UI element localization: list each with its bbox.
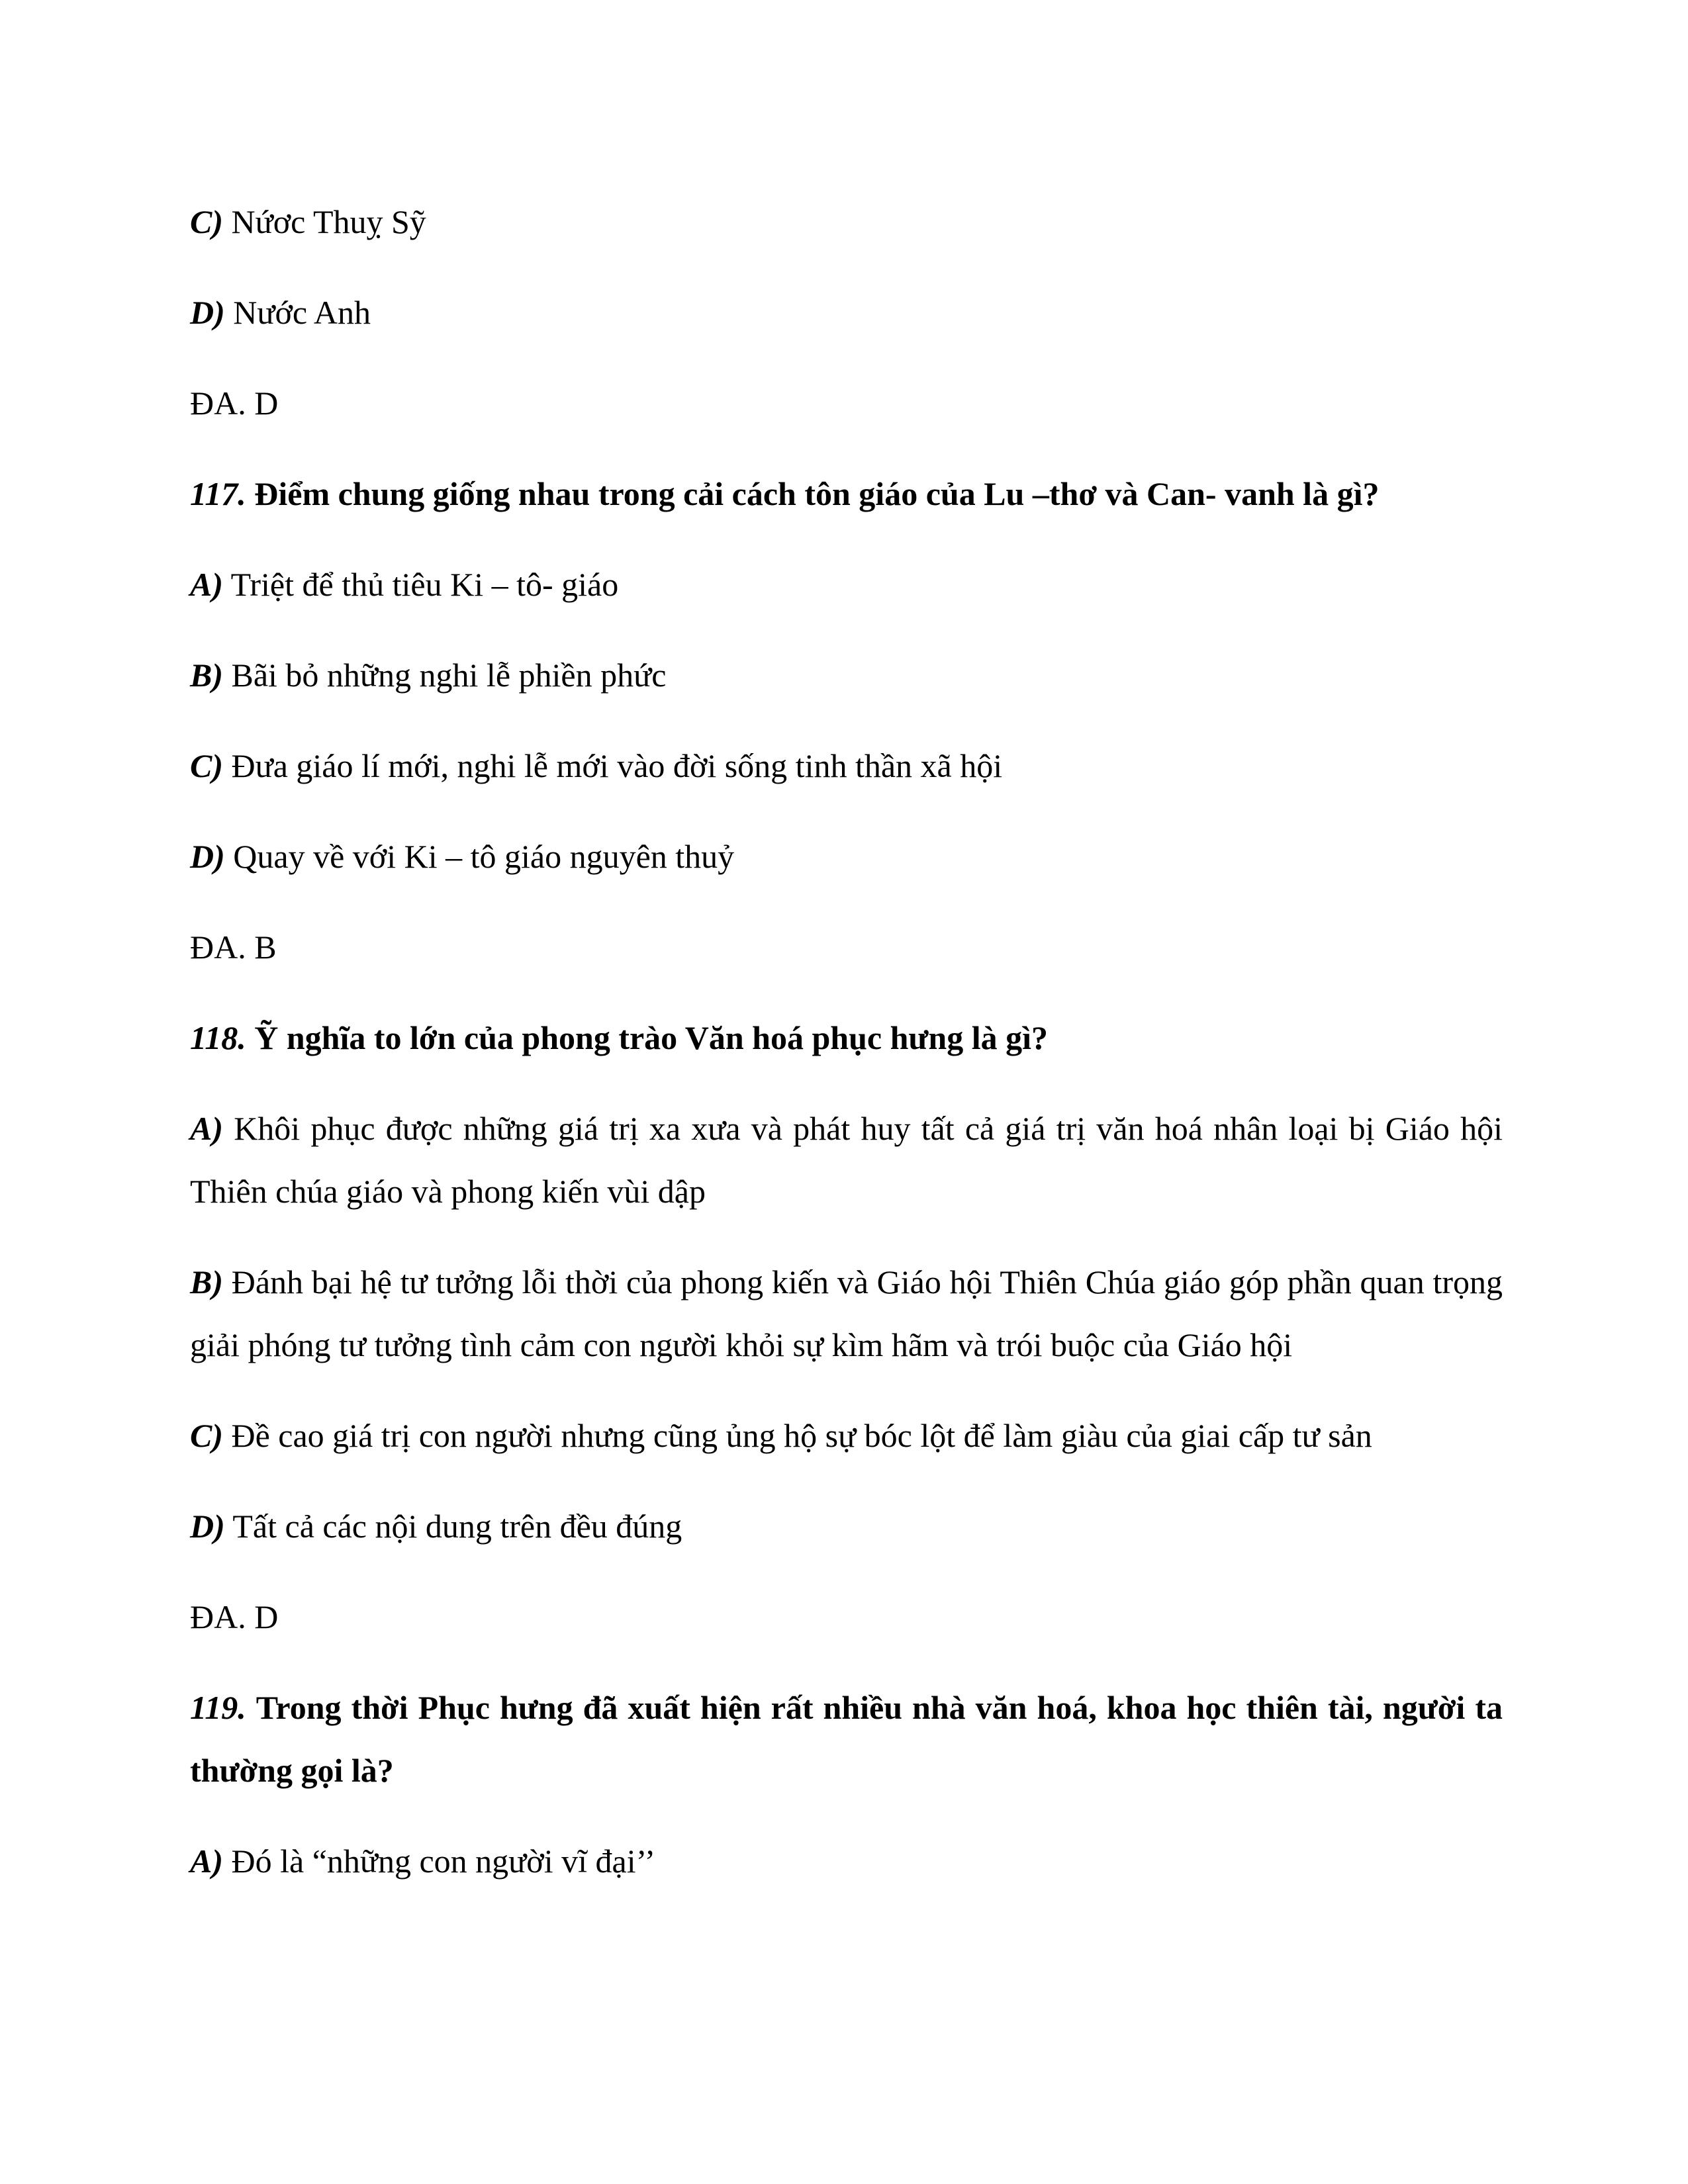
answer-text: ĐA. B (190, 929, 277, 966)
answer-text: ĐA. D (190, 385, 279, 422)
question-text: Điểm chung giống nhau trong cải cách tôn giáo của Lu –thơ và Can- vanh là gì? (254, 475, 1380, 512)
question-paragraph (190, 1007, 1503, 1069)
option-label: D) (190, 838, 225, 875)
option-text: Đánh bại hệ tư tưởng lỗi thời của phong kiến và Giáo hội Thiên Chúa giáo góp phần quan trọng giải phóng tư tưởng tình cảm con người khỏi sự kìm hãm và trói buộc của Giáo hội (190, 1263, 1503, 1363)
question-label: 117. (190, 475, 246, 512)
option-text: Quay về với Ki – tô giáo nguyên thuỷ (233, 838, 735, 875)
option-text: Đề cao giá trị con người nhưng cũng ủng hộ sự bóc lột để làm giàu của giai cấp tư sản (231, 1417, 1372, 1454)
answer-paragraph (190, 372, 1503, 435)
option-label: B) (190, 1263, 223, 1300)
option-text: Nứơc Thuỵ Sỹ (231, 203, 426, 240)
option-paragraph (190, 735, 1503, 797)
document-content (190, 191, 1503, 1893)
option-paragraph (190, 553, 1503, 616)
option-paragraph (190, 1830, 1503, 1893)
option-paragraph (190, 1097, 1503, 1223)
question-label: 118. (190, 1019, 246, 1056)
option-paragraph (190, 191, 1503, 253)
option-label: A) (190, 1843, 223, 1880)
question-text: Trong thời Phục hưng đã xuất hiện rất nhiều nhà văn hoá, khoa học thiên tài, người ta thường gọi là? (190, 1689, 1503, 1789)
option-label: C) (190, 747, 223, 784)
option-text: Đưa giáo lí mới, nghi lễ mới vào đời sống tinh thần xã hội (231, 747, 1003, 784)
option-label: C) (190, 203, 223, 240)
question-label: 119. (190, 1689, 246, 1726)
option-paragraph (190, 1404, 1503, 1467)
question-paragraph (190, 463, 1503, 525)
option-text: Đó là “những con người vĩ đại’’ (231, 1843, 656, 1880)
option-paragraph (190, 1495, 1503, 1558)
option-label: A) (190, 566, 223, 603)
option-label: D) (190, 294, 225, 331)
question-text: Ỹ nghĩa to lớn của phong trào Văn hoá phục hưng là gì? (254, 1019, 1049, 1056)
option-text: Khôi phục được những giá trị xa xưa và phát huy tất cả giá trị văn hoá nhân loại bị Giáo hội Thiên chúa giáo và phong kiến vùi dập (190, 1110, 1503, 1210)
answer-text: ĐA. D (190, 1598, 279, 1635)
option-label: D) (190, 1508, 225, 1545)
option-text: Bãi bỏ những nghi lễ phiền phức (231, 657, 667, 694)
option-label: A) (190, 1110, 223, 1147)
option-label: C) (190, 1417, 223, 1454)
answer-paragraph (190, 1586, 1503, 1649)
option-paragraph (190, 825, 1503, 888)
option-label: B) (190, 657, 223, 694)
option-text: Nước Anh (233, 294, 371, 331)
question-paragraph (190, 1676, 1503, 1802)
answer-paragraph (190, 916, 1503, 979)
option-paragraph (190, 644, 1503, 707)
option-text: Triệt để thủ tiêu Ki – tô- giáo (230, 566, 619, 603)
option-paragraph (190, 1251, 1503, 1377)
option-text: Tất cả các nội dung trên đều đúng (232, 1508, 682, 1545)
option-paragraph (190, 281, 1503, 344)
